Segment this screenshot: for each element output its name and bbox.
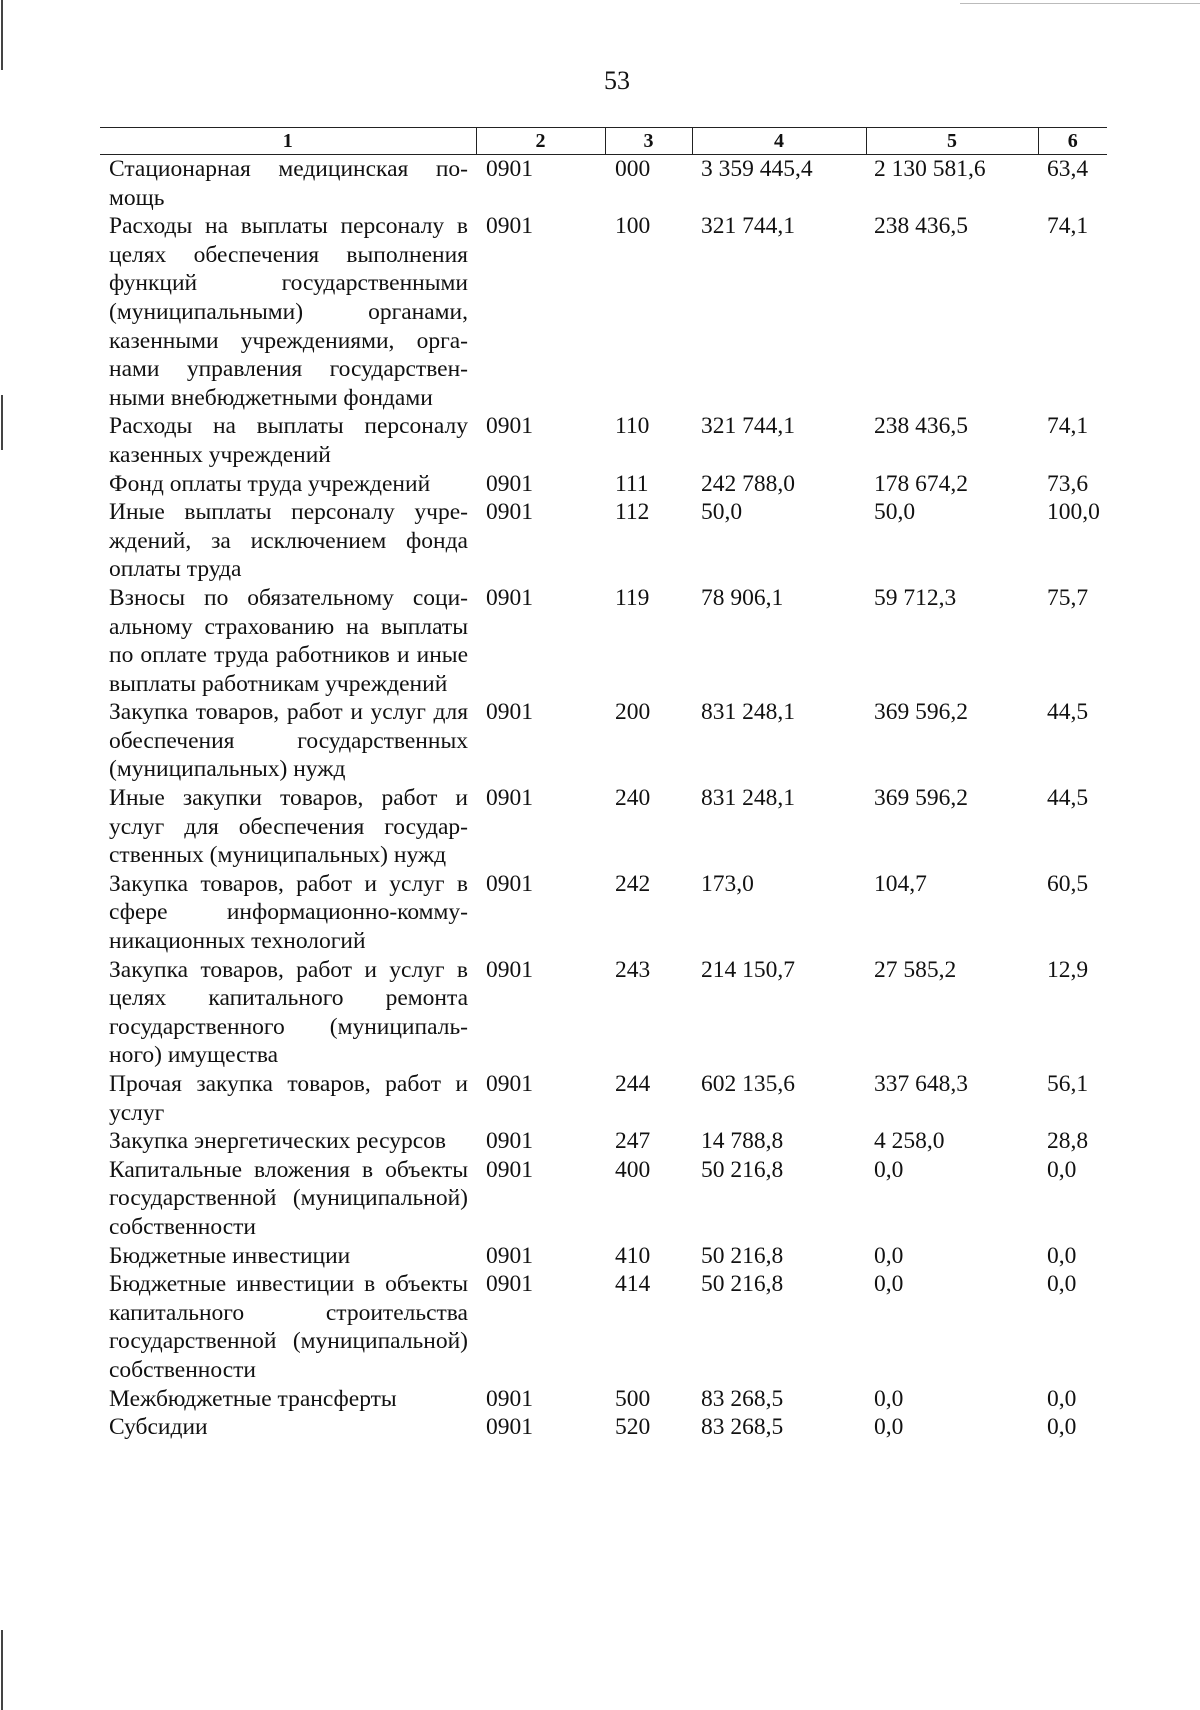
- table-row: [100, 698, 1107, 784]
- row-expense-type-cell: 119: [615, 584, 650, 611]
- row-name-cell: Стационарная медицинская помощь: [109, 156, 468, 211]
- row-expense-type-cell: 243: [615, 956, 651, 983]
- table-header-row: [100, 128, 1107, 155]
- table-row: [100, 1242, 1107, 1271]
- table-row: [100, 1413, 1107, 1442]
- row-percent-cell: 44,5: [1047, 785, 1089, 812]
- row-section-code-cell: 0901: [486, 470, 533, 497]
- row-section-code-cell: 0901: [486, 584, 533, 611]
- table-body: [100, 155, 1107, 1442]
- row-section-code-cell: 0901: [486, 156, 533, 182]
- row-executed-amount-cell: 0,0: [874, 1156, 904, 1183]
- row-expense-type-cell: 200: [615, 699, 651, 726]
- row-expense-type-cell: 000: [615, 156, 651, 182]
- row-name-cell: Расходы на выплаты персоналу казенных учреждений: [109, 413, 468, 468]
- table-row: [100, 1070, 1107, 1127]
- row-percent-cell: 63,4: [1047, 156, 1089, 182]
- row-executed-amount-cell: 0,0: [874, 1385, 904, 1412]
- row-percent-cell: 56,1: [1047, 1071, 1089, 1097]
- table-row: [100, 1270, 1107, 1384]
- row-section-code-cell: 0901: [486, 870, 533, 897]
- row-percent-cell: 0,0: [1047, 1271, 1077, 1298]
- row-section-code-cell: 0901: [486, 699, 533, 726]
- row-expense-type-cell: 100: [615, 213, 651, 240]
- table-row: [100, 1127, 1107, 1156]
- header-col-5: 5: [866, 128, 1038, 155]
- table-row: [100, 584, 1107, 698]
- row-executed-amount-cell: 369 596,2: [874, 785, 968, 812]
- row-planned-amount-cell: 14 788,8: [701, 1128, 784, 1155]
- header-col-1: 1: [100, 128, 476, 155]
- row-executed-amount-cell: 238 436,5: [874, 413, 968, 440]
- row-section-code-cell: 0901: [486, 1271, 533, 1298]
- row-percent-cell: 100,0: [1047, 499, 1100, 526]
- row-name-cell: Закупка товаров, работ и услуг в целях капитального ремонта государственного (муниципального) имущества: [109, 956, 468, 1069]
- row-percent-cell: 60,5: [1047, 870, 1089, 897]
- row-name-cell: Бюджетные инвестиции в объекты капитального строительства государственной (муниципальной) собственности: [109, 1271, 468, 1383]
- row-planned-amount-cell: 831 248,1: [701, 785, 795, 812]
- header-col-2: 2: [476, 128, 605, 155]
- row-section-code-cell: 0901: [486, 413, 533, 440]
- row-percent-cell: 28,8: [1047, 1128, 1089, 1155]
- table-row: [100, 1156, 1107, 1242]
- table-row: [100, 784, 1107, 870]
- row-name-cell: Фонд оплаты труда учреждений: [109, 470, 431, 497]
- row-percent-cell: 0,0: [1047, 1156, 1077, 1183]
- row-percent-cell: 0,0: [1047, 1414, 1077, 1441]
- row-name-cell: Закупка товаров, работ и услуг для обеспечения государственных (муниципальных) нужд: [109, 699, 468, 783]
- row-percent-cell: 73,6: [1047, 470, 1089, 497]
- table-row: [100, 498, 1107, 584]
- row-executed-amount-cell: 59 712,3: [874, 584, 957, 611]
- row-planned-amount-cell: 50 216,8: [701, 1156, 784, 1183]
- row-executed-amount-cell: 0,0: [874, 1271, 904, 1298]
- row-expense-type-cell: 112: [615, 499, 650, 526]
- row-executed-amount-cell: 0,0: [874, 1414, 904, 1441]
- row-planned-amount-cell: 83 268,5: [701, 1414, 784, 1441]
- scan-margin-line: [1, 395, 3, 450]
- row-executed-amount-cell: 2 130 581,6: [874, 156, 986, 182]
- row-name-cell: Прочая закупка товаров, работ и услуг: [109, 1071, 468, 1126]
- row-executed-amount-cell: 27 585,2: [874, 956, 957, 983]
- row-expense-type-cell: 500: [615, 1385, 651, 1412]
- row-expense-type-cell: 111: [615, 470, 649, 497]
- table-row: [100, 212, 1107, 412]
- row-percent-cell: 75,7: [1047, 584, 1089, 611]
- row-executed-amount-cell: 369 596,2: [874, 699, 968, 726]
- row-section-code-cell: 0901: [486, 1156, 533, 1183]
- row-planned-amount-cell: 831 248,1: [701, 699, 795, 726]
- row-name-cell: Субсидии: [109, 1414, 208, 1441]
- row-section-code-cell: 0901: [486, 213, 533, 240]
- row-name-cell: Капитальные вложения в объекты государственной (муниципальной) собственности: [109, 1156, 468, 1240]
- row-section-code-cell: 0901: [486, 1385, 533, 1412]
- row-planned-amount-cell: 321 744,1: [701, 213, 795, 240]
- row-name-cell: Закупка товаров, работ и услуг в сфере информационно-коммуникационных технологий: [109, 870, 468, 955]
- row-executed-amount-cell: 50,0: [874, 499, 916, 526]
- row-expense-type-cell: 110: [615, 413, 650, 440]
- row-planned-amount-cell: 83 268,5: [701, 1385, 784, 1412]
- row-expense-type-cell: 247: [615, 1128, 651, 1155]
- row-planned-amount-cell: 173,0: [701, 870, 754, 897]
- header-col-3: 3: [605, 128, 692, 155]
- scan-edge-line: [960, 3, 1200, 4]
- row-expense-type-cell: 414: [615, 1271, 651, 1298]
- row-planned-amount-cell: 3 359 445,4: [701, 156, 813, 182]
- row-percent-cell: 74,1: [1047, 213, 1089, 240]
- row-percent-cell: 0,0: [1047, 1242, 1077, 1269]
- row-section-code-cell: 0901: [486, 1414, 533, 1441]
- table-row: [100, 870, 1107, 956]
- header-col-4: 4: [692, 128, 866, 155]
- scan-margin-line: [1, 0, 3, 70]
- row-expense-type-cell: 410: [615, 1242, 651, 1269]
- page-number: 53: [604, 66, 630, 95]
- row-planned-amount-cell: 321 744,1: [701, 413, 795, 440]
- row-executed-amount-cell: 0,0: [874, 1242, 904, 1269]
- budget-table: [100, 127, 1107, 1442]
- row-percent-cell: 0,0: [1047, 1385, 1077, 1412]
- row-name-cell: Бюджетные инвестиции: [109, 1242, 351, 1269]
- row-executed-amount-cell: 4 258,0: [874, 1128, 945, 1155]
- row-planned-amount-cell: 78 906,1: [701, 584, 784, 611]
- row-percent-cell: 12,9: [1047, 956, 1089, 983]
- header-col-6: 6: [1038, 128, 1107, 155]
- row-section-code-cell: 0901: [486, 1071, 533, 1097]
- scan-margin-line: [1, 1630, 3, 1710]
- row-planned-amount-cell: 214 150,7: [701, 956, 795, 983]
- table-row: [100, 155, 1107, 213]
- row-planned-amount-cell: 50 216,8: [701, 1271, 784, 1298]
- row-expense-type-cell: 242: [615, 870, 651, 897]
- row-planned-amount-cell: 602 135,6: [701, 1071, 795, 1097]
- table-row: [100, 470, 1107, 499]
- row-section-code-cell: 0901: [486, 1128, 533, 1155]
- row-executed-amount-cell: 337 648,3: [874, 1071, 968, 1097]
- row-name-cell: Иные закупки товаров, работ и услуг для обеспечения государственных (муниципальных) нужд: [109, 785, 468, 869]
- row-planned-amount-cell: 50,0: [701, 499, 743, 526]
- row-section-code-cell: 0901: [486, 499, 533, 526]
- row-name-cell: Взносы по обязательному социальному страхованию на выплаты по оплате труда работников и иные выплаты работникам учреждений: [109, 584, 468, 697]
- row-percent-cell: 74,1: [1047, 413, 1089, 440]
- row-executed-amount-cell: 178 674,2: [874, 470, 968, 497]
- row-executed-amount-cell: 104,7: [874, 870, 927, 897]
- row-name-cell: Межбюджетные трансферты: [109, 1385, 397, 1412]
- row-name-cell: Расходы на выплаты персоналу в целях обеспечения выполнения функций государственными (муниципальными) органами, казенными учреждениями, органами управления государственными внебюджетными фондами: [109, 213, 468, 411]
- table-row: [100, 412, 1107, 469]
- row-section-code-cell: 0901: [486, 1242, 533, 1269]
- row-name-cell: Закупка энергетических ресурсов: [109, 1128, 446, 1155]
- row-expense-type-cell: 520: [615, 1414, 651, 1441]
- row-name-cell: Иные выплаты персоналу учреждений, за исключением фонда оплаты труда: [109, 499, 468, 583]
- row-executed-amount-cell: 238 436,5: [874, 213, 968, 240]
- row-percent-cell: 44,5: [1047, 699, 1089, 726]
- table-row: [100, 956, 1107, 1070]
- row-section-code-cell: 0901: [486, 956, 533, 983]
- table-row: [100, 1385, 1107, 1414]
- row-expense-type-cell: 240: [615, 785, 651, 812]
- row-planned-amount-cell: 50 216,8: [701, 1242, 784, 1269]
- row-expense-type-cell: 400: [615, 1156, 651, 1183]
- budget-table-container: [100, 127, 1107, 1442]
- row-expense-type-cell: 244: [615, 1071, 651, 1097]
- row-planned-amount-cell: 242 788,0: [701, 470, 795, 497]
- row-section-code-cell: 0901: [486, 785, 533, 812]
